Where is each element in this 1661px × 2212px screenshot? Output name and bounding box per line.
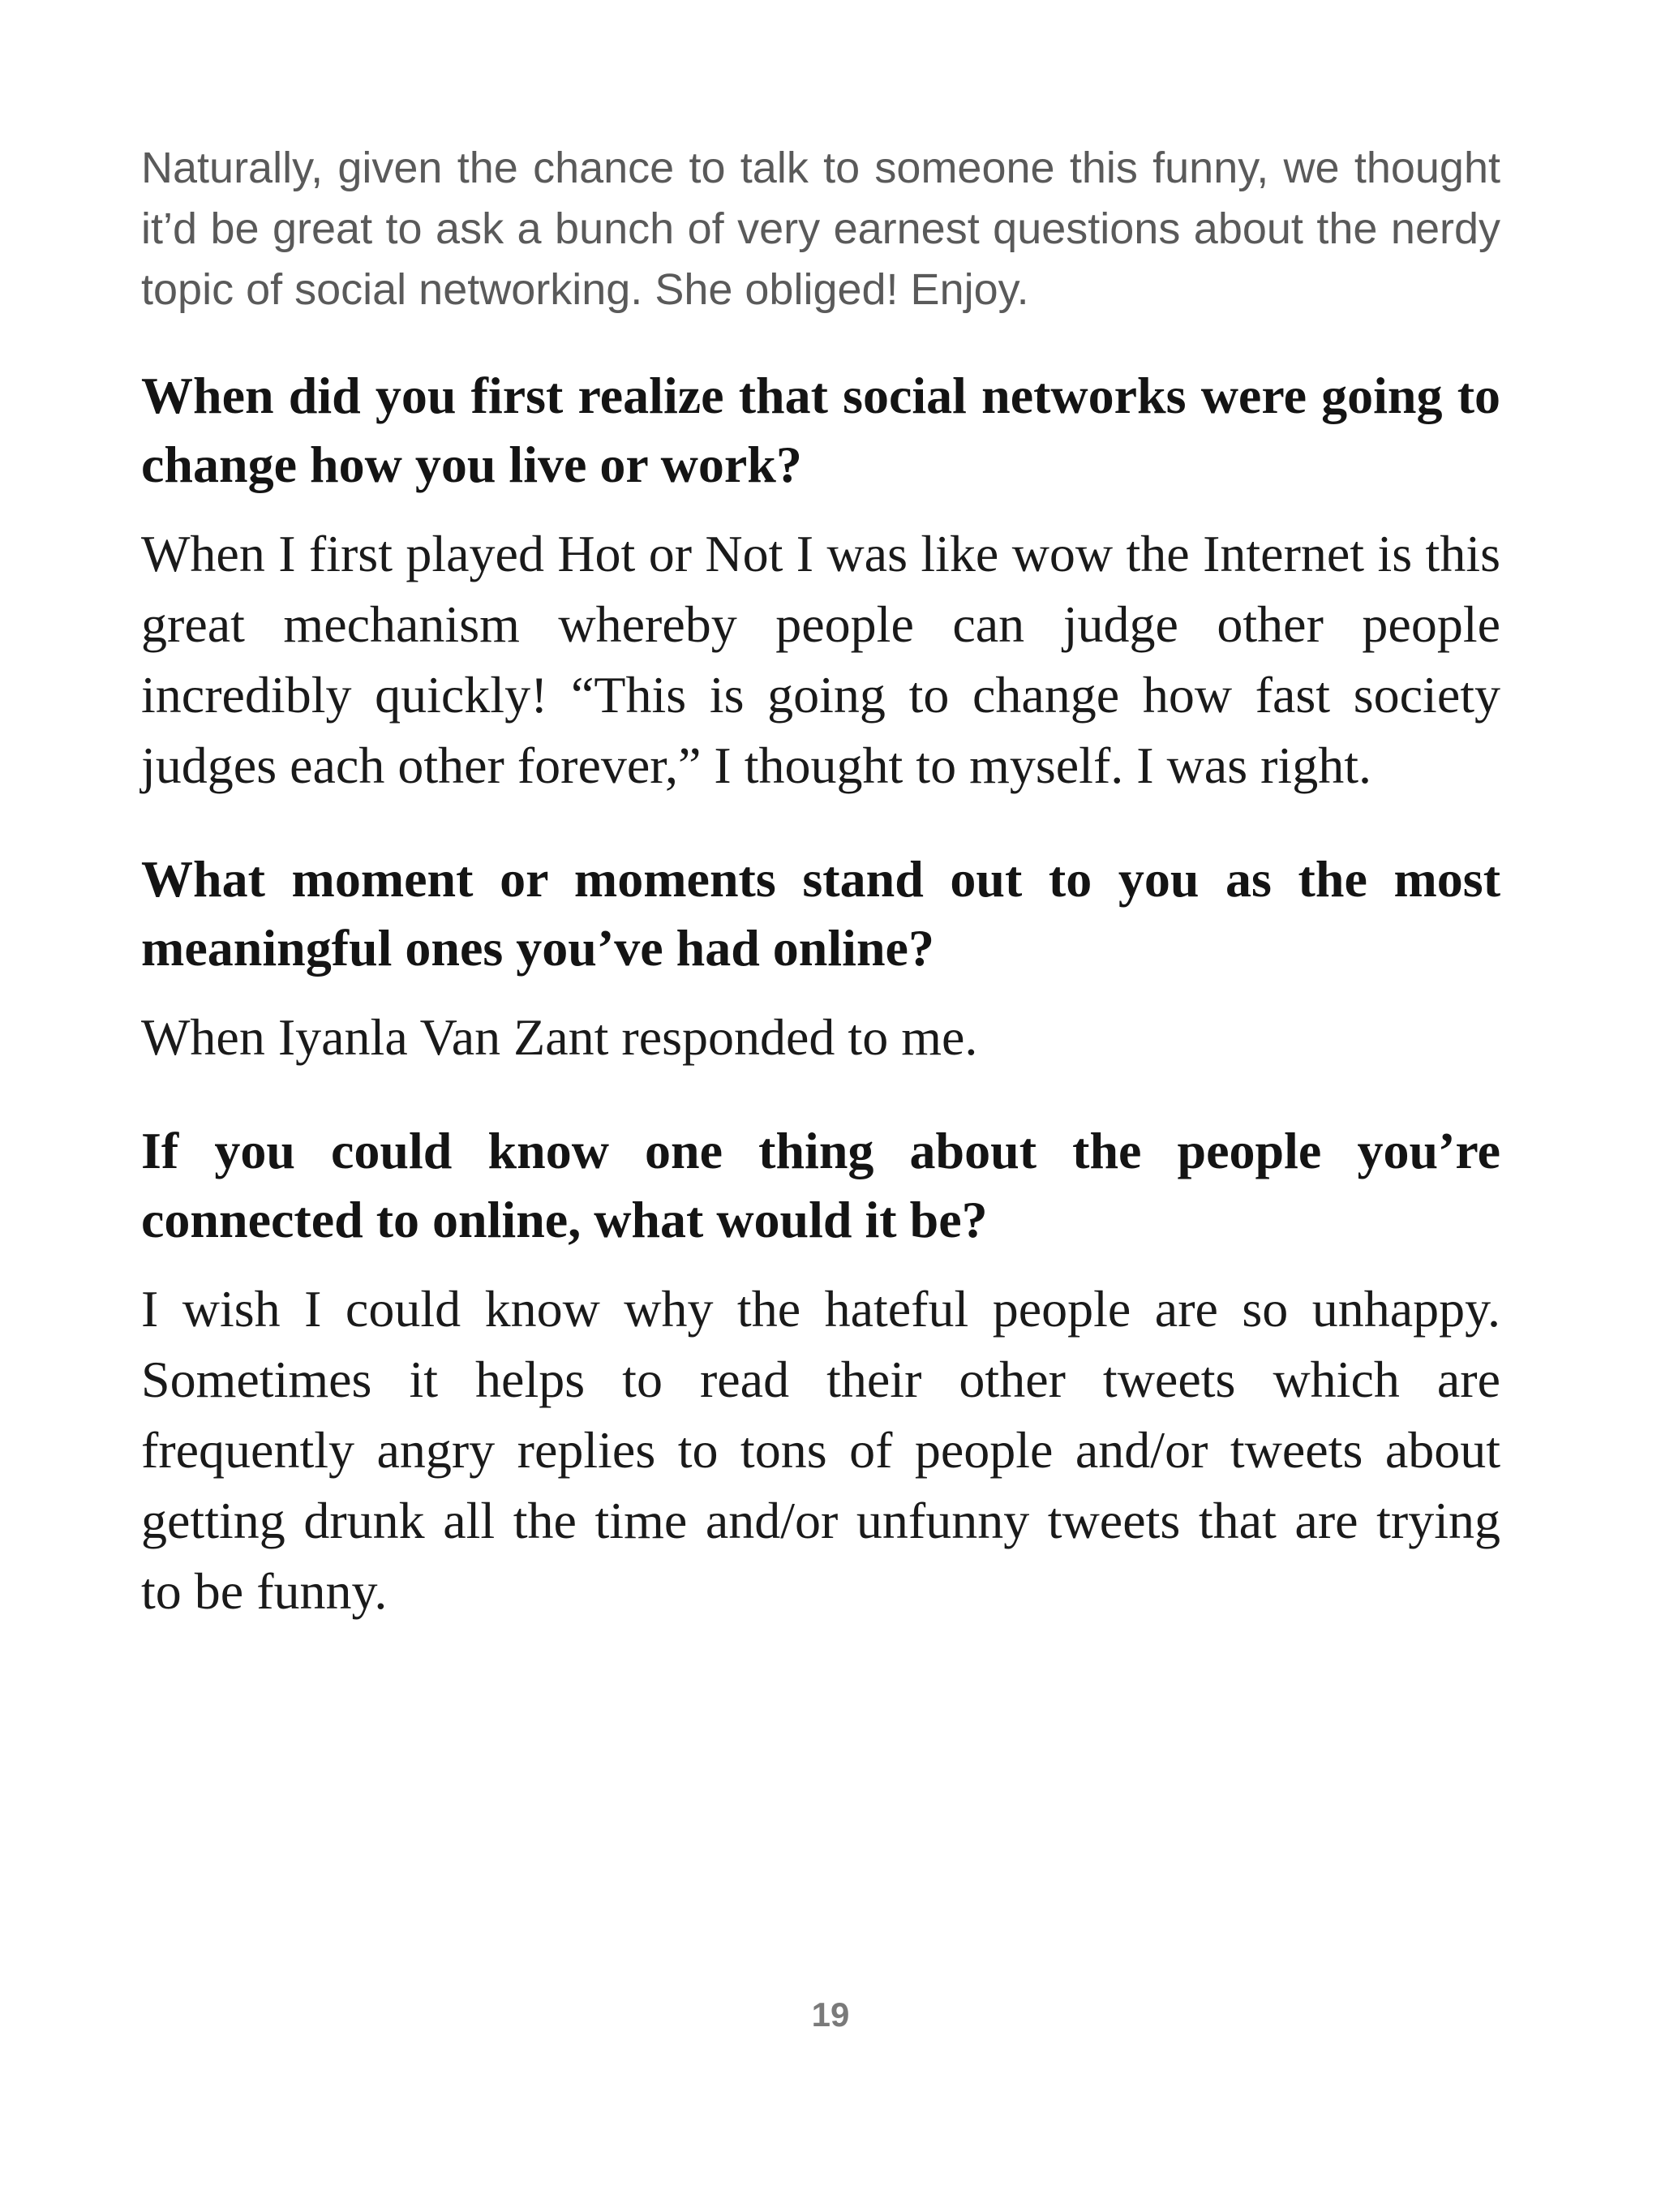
page-content: [141, 138, 1500, 1670]
answer-3: I wish I could know why the hateful people are so unhappy. Sometimes it helps to read their other tweets which are frequently angry replies to tons of people and/or tweets about getting drunk all the time and/or unfunny tweets that are trying to be funny.: [141, 1280, 1500, 1620]
page-number: 19: [811, 1995, 850, 2034]
answer-1: When I first played Hot or Not I was like wow the Internet is this great mechanism whereby people can judge other people incredibly quickly! “This is going to change how fast society judges each other forever,” I thought to myself. I was right.: [141, 525, 1500, 794]
question-2: What moment or moments stand out to you as the most meaningful ones you’ve had online?: [141, 850, 1500, 977]
question-3: If you could know one thing about the people you’re connected to online, what would it be?: [141, 1122, 1500, 1248]
question-1: When did you first realize that social networks were going to change how you live or work?: [141, 367, 1500, 493]
intro-paragraph: Naturally, given the chance to talk to someone this funny, we thought it’d be great to ask a bunch of very earnest questions about the nerdy topic of social networking. She obliged! Enjoy.: [141, 144, 1500, 314]
answer-2: When Iyanla Van Zant responded to me.: [141, 1008, 978, 1066]
